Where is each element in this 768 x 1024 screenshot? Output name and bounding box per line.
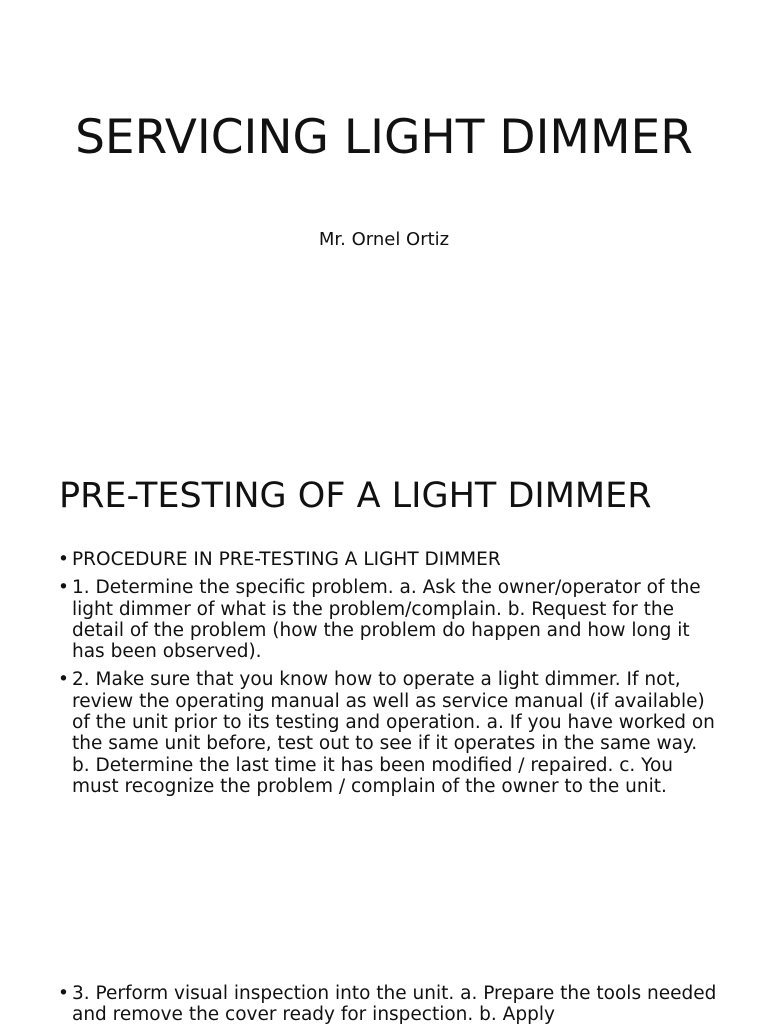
list-item: [58, 669, 718, 797]
procedure-list-continued: [58, 983, 718, 1024]
bullet-icon: •: [58, 669, 69, 691]
author-name: Mr. Ornel Ortiz: [318, 229, 450, 250]
section-heading: PRE-TESTING OF A LIGHT DIMMER: [59, 476, 652, 516]
list-item: [58, 549, 718, 570]
list-item: [58, 577, 718, 662]
procedure-list: [58, 549, 718, 804]
bullet-icon: •: [58, 549, 69, 570]
list-item-text: PROCEDURE IN PRE-TESTING A LIGHT DIMMER: [72, 549, 501, 570]
list-item-text: 1. Determine the specific problem. a. Ask the owner/operator of the light dimmer of what is the problem/complain. b. Request for the detail of the problem (how the problem do happen and how long it has been observed).: [72, 577, 701, 663]
slide-title: SERVICING LIGHT DIMMER: [75, 110, 693, 165]
list-item-text: 2. Make sure that you know how to operate a light dimmer. If not, review the operating manual as well as service manual (if available) of the unit prior to its testing and operation. a. If you have worked on the same unit before, test out to see if it operates in the same way. b. Determine the last time it has been modified / repaired. c. You must recognize the problem / complain of the owner to the unit.: [72, 669, 715, 797]
list-item: [58, 983, 718, 1024]
list-item-text: 3. Perform visual inspection into the unit. a. Prepare the tools needed and remove the cover ready for inspection. b. Apply: [72, 983, 717, 1024]
bullet-icon: •: [58, 577, 69, 599]
bullet-icon: •: [58, 983, 69, 1004]
